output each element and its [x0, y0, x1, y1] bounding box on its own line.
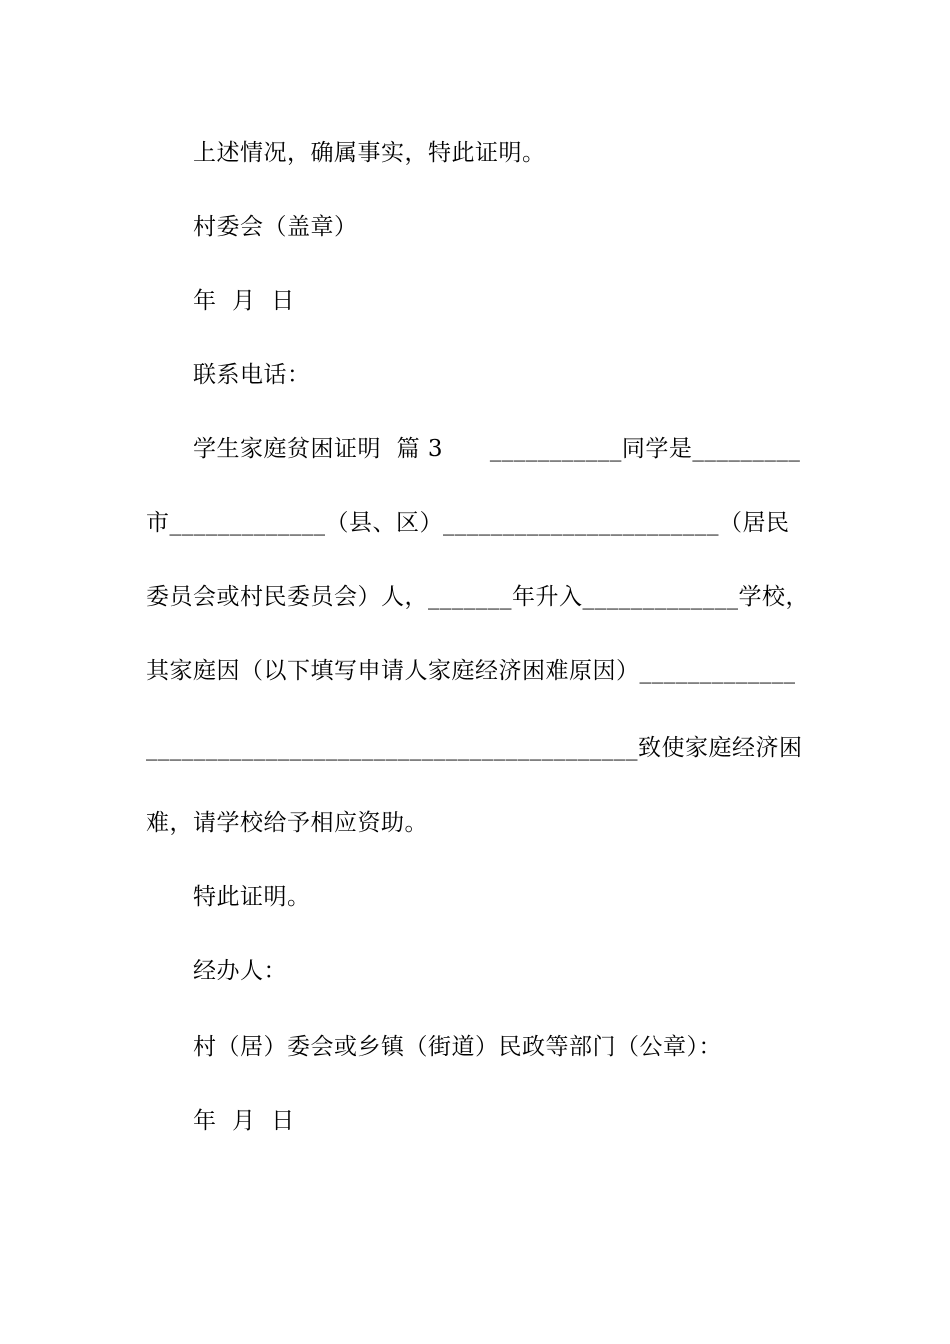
date-line: 年 月 日	[193, 288, 295, 314]
statement-confirm: 上述情况，确属事实，特此证明。	[193, 140, 546, 166]
department-seal-line: 村（居）委会或乡镇（街道）民政等部门（公章）：	[193, 1034, 722, 1060]
body-line: _________________________________________致使家庭经济困	[146, 735, 803, 761]
body-line: 难，请学校给予相应资助。	[146, 810, 428, 836]
handler-line: 经办人：	[193, 958, 287, 984]
hereby-certify: 特此证明。	[193, 884, 311, 910]
village-committee-seal: 村委会（盖章）	[193, 214, 358, 240]
body-line: 市_____________（县、区）_______________________（居民	[146, 510, 790, 536]
contact-phone: 联系电话：	[193, 362, 311, 388]
certificate-title-line: 学生家庭贫困证明 篇 3 ___________同学是_________	[193, 436, 801, 462]
body-line: 委员会或村民委员会）人，_______年升入_____________学校，	[146, 584, 809, 610]
body-line: 其家庭因（以下填写申请人家庭经济困难原因）_____________	[146, 658, 796, 684]
date-line: 年 月 日	[193, 1108, 295, 1134]
